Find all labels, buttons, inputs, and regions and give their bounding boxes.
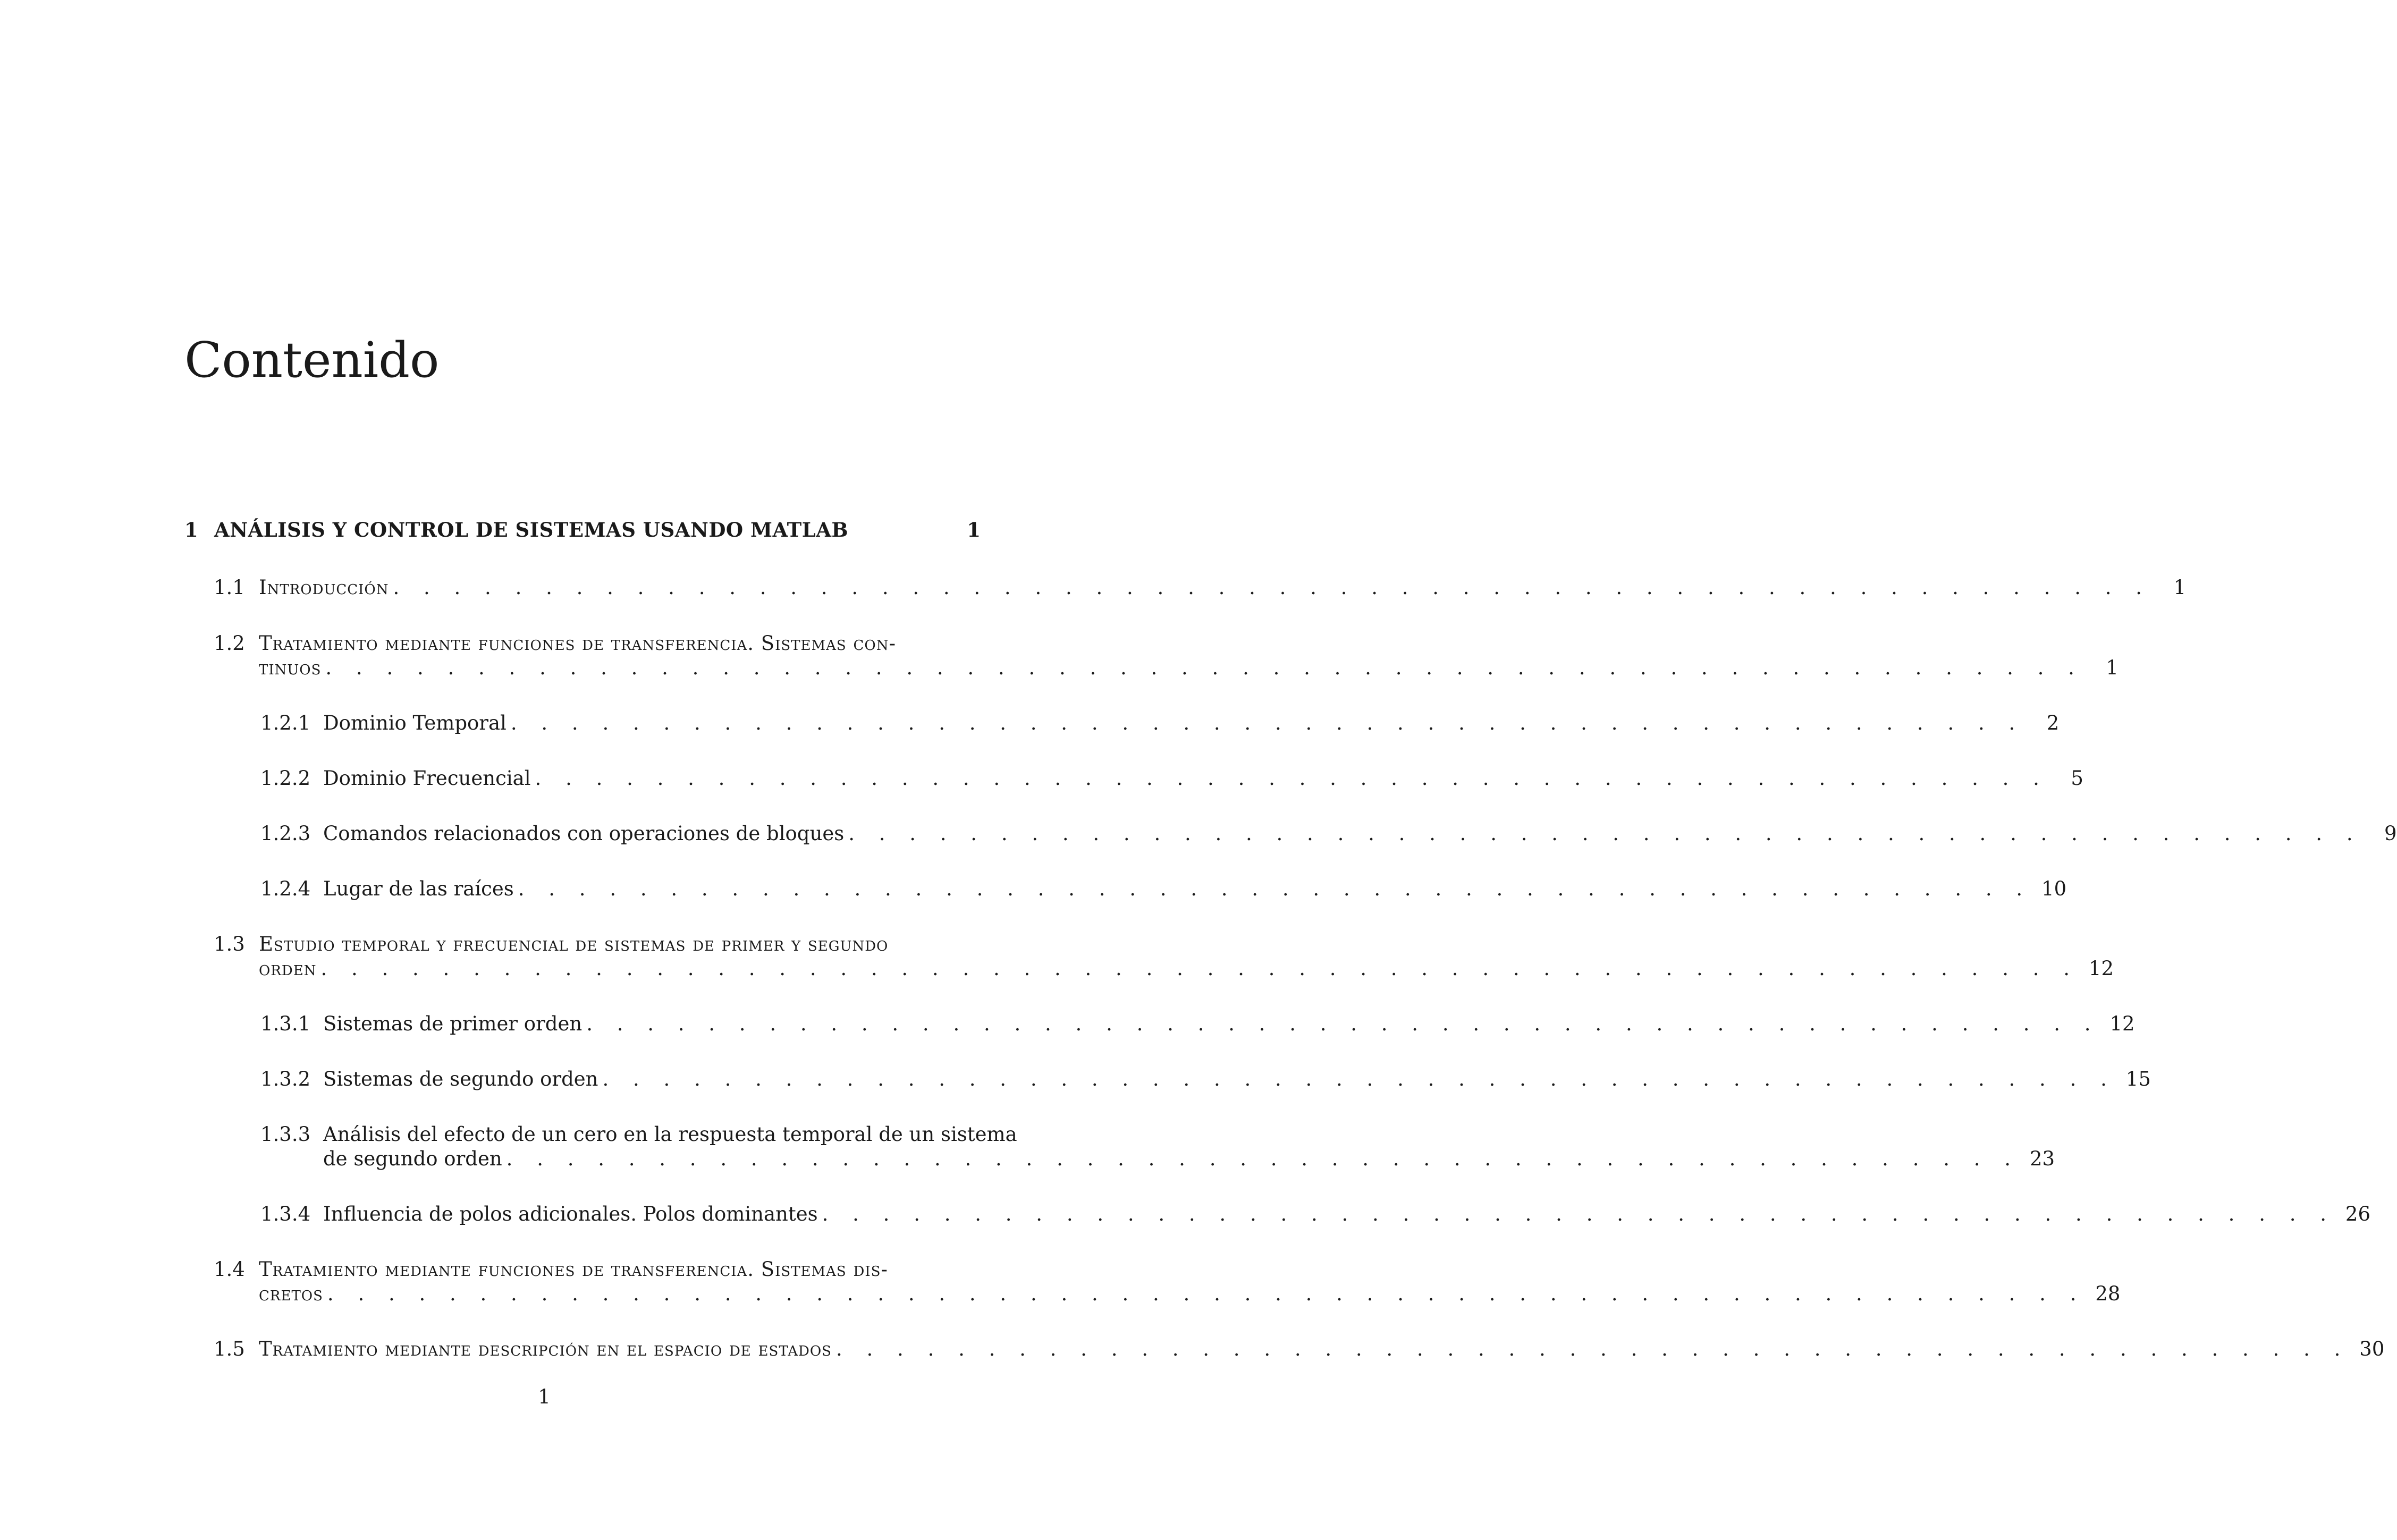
entry-title-line1: Tratamiento mediante funciones de transferencia. Sistemas con- — [259, 632, 896, 655]
leader-dots: . . . . . . . . . . . . . . . . . . . . . . . . . . . . . . . . . . . . . . . . . . . . . . . . . . — [602, 1068, 2116, 1090]
toc-entry-1-3-3[interactable] — [260, 1122, 2055, 1171]
entry-title: Sistemas de segundo orden — [323, 1068, 598, 1090]
leader-dots: . . . . . . . . . . . . . . . . . . . . . . . . . . . . . . . . . . . . . . . . . . . . . . . . . . — [586, 1012, 2100, 1035]
entry-number: 1.4 — [214, 1258, 245, 1281]
entry-page: 9 — [2384, 822, 2397, 845]
toc-entry-1-2-1[interactable] — [260, 711, 2060, 735]
page-title: Contenido — [184, 332, 440, 388]
entry-number: 1.2 — [214, 632, 245, 655]
entry-page: 2 — [2046, 712, 2060, 734]
entry-page: 30 — [2359, 1338, 2385, 1360]
entry-page: 10 — [2041, 877, 2067, 900]
entry-number: 1.2.1 — [260, 712, 311, 734]
leader-dots: . . . . . . . . . . . . . . . . . . . . . . . . . . . . . . . . . . . . . . . . . . . . . . . . . . . . . . . . . . — [325, 656, 2083, 679]
entry-title-line1: Estudio temporal y frecuencial de sistemas de primer y segundo — [259, 933, 889, 955]
entry-page: 15 — [2125, 1068, 2151, 1090]
entry-title: Comandos relacionados con operaciones de bloques — [323, 822, 845, 845]
entry-title-line2: de segundo orden — [323, 1147, 502, 1170]
leader-dots: . . . . . . . . . . . . . . . . . . . . . . . . . . . . . . . . . . . . . . . . . . . . . . . . . . — [848, 822, 2362, 845]
entry-number: 1.1 — [214, 576, 245, 599]
toc-entry-1-3-4[interactable] — [260, 1202, 2371, 1226]
toc-entry-1-5[interactable] — [214, 1337, 2385, 1361]
entry-page: 1 — [2173, 576, 2187, 599]
entry-title: Influencia de polos adicionales. Polos dominantes — [323, 1203, 818, 1225]
leader-dots: . . . . . . . . . . . . . . . . . . . . . . . . . . . . . . . . . . . . . . . . . . . . . . . . . . — [518, 877, 2032, 900]
entry-title: Dominio Temporal — [323, 712, 507, 734]
toc-entry-1-3-1[interactable] — [260, 1012, 2135, 1036]
entry-title-line1: Análisis del efecto de un cero en la respuesta temporal de un sistema — [323, 1123, 1017, 1146]
entry-number: 1.2.3 — [260, 822, 311, 845]
toc-entry-1-2-3[interactable] — [260, 822, 2397, 846]
toc-entry-1-3-2[interactable] — [260, 1067, 2151, 1091]
entry-page: 12 — [2088, 957, 2114, 980]
entry-title: Introducción — [259, 576, 389, 599]
entry-page: 5 — [2071, 767, 2083, 790]
entry-number: 1.3.2 — [260, 1068, 311, 1090]
page-number: 1 — [538, 1385, 551, 1408]
entry-title: Lugar de las raíces — [323, 877, 514, 900]
toc-entry-1-4[interactable] — [214, 1257, 2121, 1306]
entry-page: 12 — [2109, 1012, 2135, 1035]
leader-dots: . . . . . . . . . . . . . . . . . . . . . . . . . . . . . . . . . . . . . . . . . . . . . . . . . . — [506, 1147, 2020, 1170]
entry-title: Dominio Frecuencial — [323, 767, 531, 790]
leader-dots: . . . . . . . . . . . . . . . . . . . . . . . . . . . . . . . . . . . . . . . . . . . . . . . . . . — [822, 1203, 2336, 1225]
entry-page: 23 — [2029, 1147, 2055, 1170]
toc-chapter-1[interactable] — [184, 518, 981, 541]
entry-number: 1.2.2 — [260, 767, 311, 790]
toc-entry-1-2[interactable] — [214, 631, 2119, 680]
entry-title-line1: Tratamiento mediante funciones de transferencia. Sistemas dis- — [259, 1258, 888, 1281]
toc-entry-1-1[interactable] — [214, 576, 2187, 600]
entry-title: Sistemas de primer orden — [323, 1012, 583, 1035]
toc-entry-1-2-4[interactable] — [260, 877, 2067, 901]
entry-number: 1.2.4 — [260, 877, 311, 900]
entry-title-line2: tinuos — [259, 656, 322, 679]
entry-page: 28 — [2095, 1282, 2121, 1305]
toc-entry-1-2-2[interactable] — [260, 766, 2083, 791]
entry-title-line2: cretos — [259, 1282, 323, 1305]
entry-number: 1.3 — [214, 933, 245, 955]
chapter-title: ANÁLISIS Y CONTROL DE SISTEMAS USANDO MATLAB — [214, 518, 849, 541]
leader-dots: . . . . . . . . . . . . . . . . . . . . . . . . . . . . . . . . . . . . . . . . . . . . . . . . . . — [836, 1338, 2350, 1360]
leader-dots: . . . . . . . . . . . . . . . . . . . . . . . . . . . . . . . . . . . . . . . . . . . . . . . . . . . . . . . . . . — [327, 1282, 2086, 1305]
leader-dots: . . . . . . . . . . . . . . . . . . . . . . . . . . . . . . . . . . . . . . . . . . . . . . . . . . — [535, 767, 2048, 790]
entry-number: 1.3.1 — [260, 1012, 311, 1035]
chapter-page: 1 — [967, 518, 981, 541]
entry-title-line2: orden — [259, 957, 317, 980]
chapter-number: 1 — [184, 518, 198, 541]
entry-page: 1 — [2106, 656, 2119, 679]
leader-dots: . . . . . . . . . . . . . . . . . . . . . . . . . . . . . . . . . . . . . . . . . . . . . . . . . . — [510, 712, 2024, 734]
entry-number: 1.5 — [214, 1338, 245, 1360]
leader-dots: . . . . . . . . . . . . . . . . . . . . . . . . . . . . . . . . . . . . . . . . . . . . . . . . . . . . . . . . . . — [393, 576, 2151, 599]
leader-dots: . . . . . . . . . . . . . . . . . . . . . . . . . . . . . . . . . . . . . . . . . . . . . . . . . . . . . . . . . . — [320, 957, 2079, 980]
entry-page: 26 — [2345, 1203, 2371, 1225]
entry-title: Tratamiento mediante descripción en el espacio de estados — [259, 1338, 832, 1360]
toc-entry-1-3[interactable] — [214, 932, 2114, 981]
entry-number: 1.3.4 — [260, 1203, 311, 1225]
entry-number: 1.3.3 — [260, 1123, 311, 1146]
